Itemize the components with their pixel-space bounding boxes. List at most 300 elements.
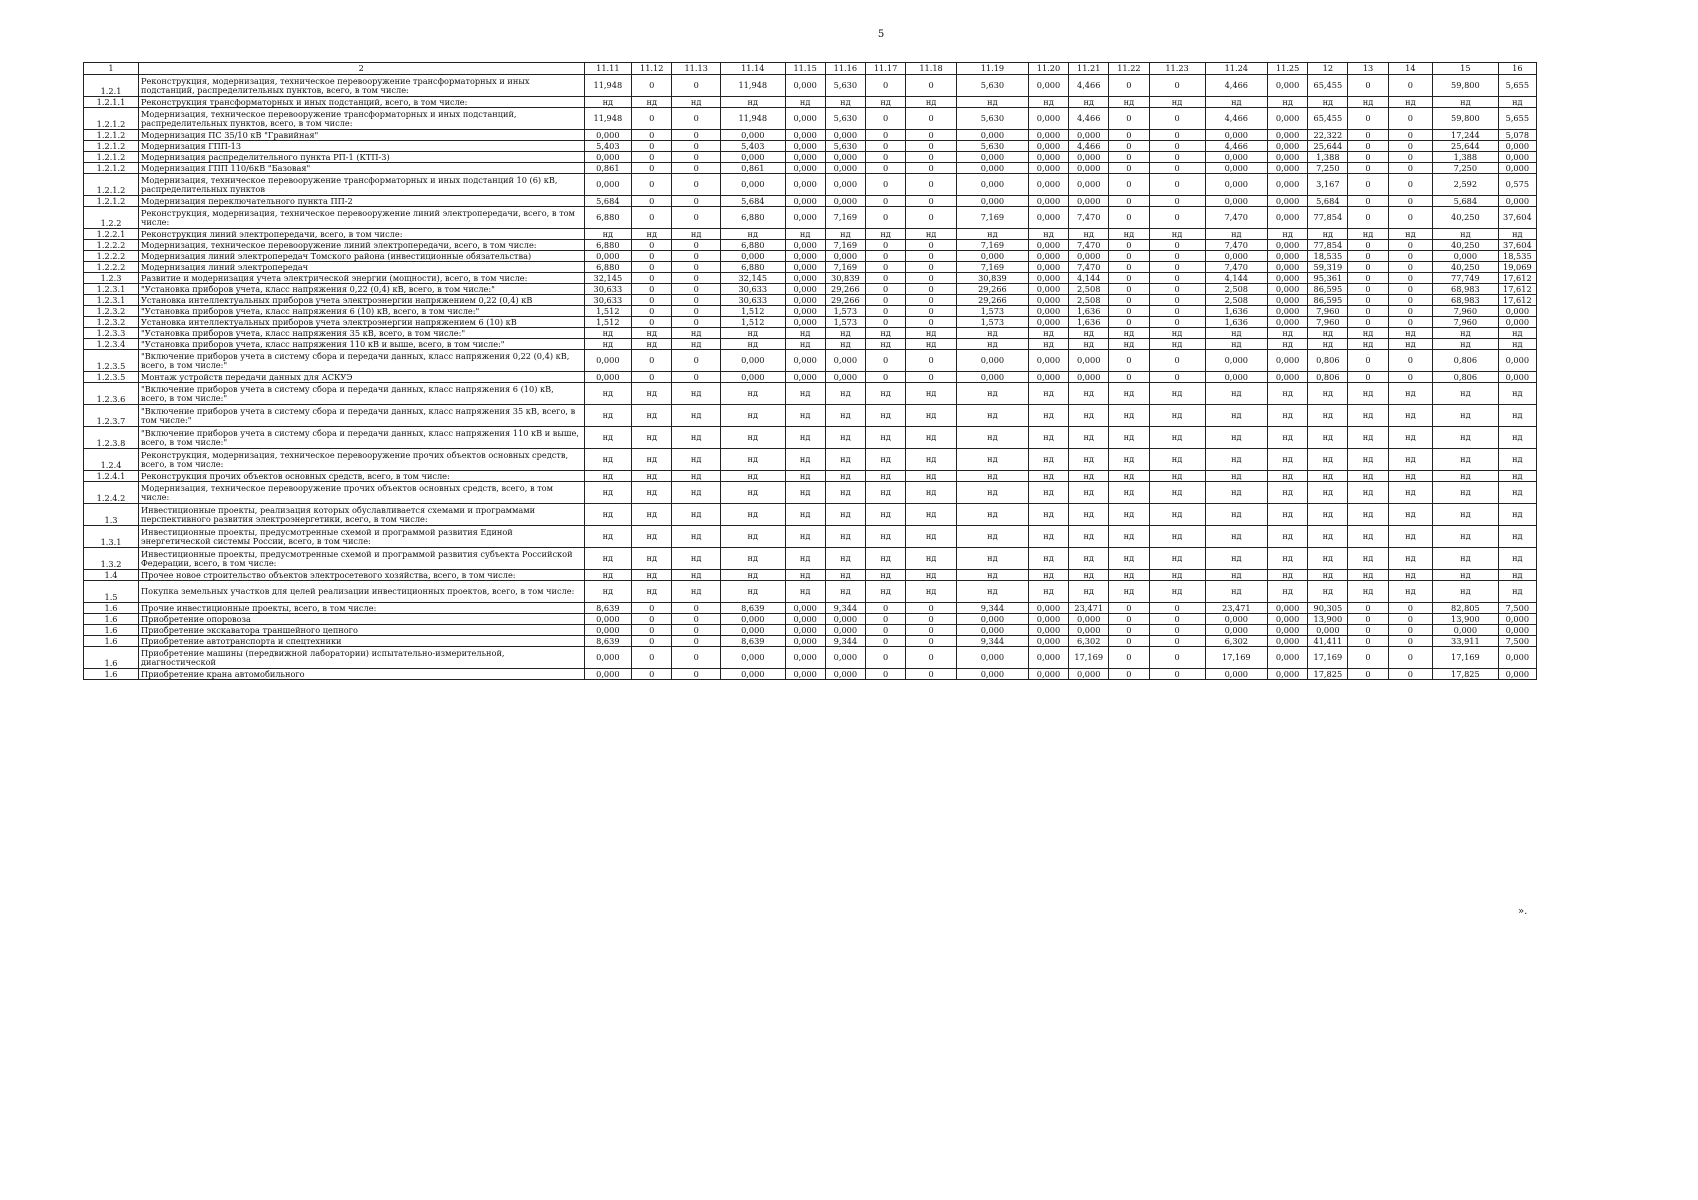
- row-value: 0: [672, 647, 721, 669]
- row-value: 0,000: [1205, 130, 1267, 141]
- row-value: нд: [721, 328, 786, 339]
- row-value: 0,000: [1268, 174, 1308, 196]
- row-value: нд: [906, 328, 957, 339]
- row-code: 1.3.2: [84, 548, 139, 570]
- row-value: 0: [865, 108, 905, 130]
- row-value: 29,266: [956, 295, 1028, 306]
- row-value: 0: [672, 350, 721, 372]
- row-value: нд: [1069, 526, 1109, 548]
- row-value: 6,880: [721, 207, 786, 229]
- row-value: 0: [865, 174, 905, 196]
- table-row: [84, 339, 1537, 350]
- row-value: 0,000: [956, 130, 1028, 141]
- row-value: 0: [672, 240, 721, 251]
- row-value: 0,000: [1268, 306, 1308, 317]
- row-value: 0: [1109, 108, 1149, 130]
- row-value: 17,169: [1308, 647, 1348, 669]
- row-value: 0,000: [721, 647, 786, 669]
- row-value: нд: [1388, 482, 1432, 504]
- row-value: 0: [865, 163, 905, 174]
- row-value: 0,000: [1028, 647, 1068, 669]
- row-value: 30,633: [584, 295, 632, 306]
- row-value: 0: [1388, 163, 1432, 174]
- row-value: нд: [632, 482, 672, 504]
- row-value: 6,880: [721, 262, 786, 273]
- row-value: нд: [956, 548, 1028, 570]
- column-header: 11.24: [1205, 63, 1267, 75]
- row-name: Модернизация переключательного пункта ПП-2: [139, 196, 585, 207]
- row-value: 0: [632, 207, 672, 229]
- table-row: [84, 295, 1537, 306]
- row-value: нд: [1109, 97, 1149, 108]
- row-name: Реконструкция линий электропередачи, всего, в том числе:: [139, 229, 585, 240]
- row-value: 0: [1149, 636, 1205, 647]
- row-value: 29,266: [825, 284, 865, 295]
- row-value: 0: [1388, 207, 1432, 229]
- row-value: нд: [1498, 405, 1536, 427]
- table-row: [84, 548, 1537, 570]
- row-value: 0: [1388, 306, 1432, 317]
- row-value: нд: [1109, 504, 1149, 526]
- row-value: нд: [956, 229, 1028, 240]
- row-value: нд: [1109, 526, 1149, 548]
- row-value: 1,573: [825, 306, 865, 317]
- row-value: 0,000: [956, 372, 1028, 383]
- row-value: 0: [1348, 350, 1388, 372]
- row-value: 0: [1149, 614, 1205, 625]
- row-code: 1.2.2.2: [84, 262, 139, 273]
- row-value: нд: [1109, 427, 1149, 449]
- row-value: нд: [1498, 427, 1536, 449]
- row-value: 0,000: [1268, 163, 1308, 174]
- table-row: [84, 669, 1537, 680]
- row-value: нд: [721, 449, 786, 471]
- row-value: 0,000: [785, 636, 825, 647]
- row-value: 6,880: [584, 262, 632, 273]
- row-value: 5,655: [1498, 75, 1536, 97]
- row-value: нд: [1268, 548, 1308, 570]
- row-value: нд: [1348, 405, 1388, 427]
- row-value: нд: [1149, 471, 1205, 482]
- row-value: 1,512: [584, 317, 632, 328]
- row-value: нд: [672, 471, 721, 482]
- row-value: нд: [1348, 339, 1388, 350]
- row-value: нд: [1028, 229, 1068, 240]
- row-value: 9,344: [956, 603, 1028, 614]
- row-value: нд: [1498, 339, 1536, 350]
- row-value: 0,000: [825, 130, 865, 141]
- row-code: 1.2.1.2: [84, 141, 139, 152]
- row-value: 0: [865, 306, 905, 317]
- row-value: 0,000: [1069, 614, 1109, 625]
- row-value: нд: [1149, 383, 1205, 405]
- row-value: 0: [632, 75, 672, 97]
- row-value: 0,000: [825, 350, 865, 372]
- row-value: 0: [672, 295, 721, 306]
- row-value: нд: [1498, 526, 1536, 548]
- row-value: нд: [956, 471, 1028, 482]
- row-value: нд: [956, 482, 1028, 504]
- row-value: нд: [1149, 504, 1205, 526]
- row-value: 8,639: [721, 636, 786, 647]
- row-name: "Установка приборов учета, класс напряжения 35 кВ, всего, в том числе:": [139, 328, 585, 339]
- row-value: 0,000: [1028, 295, 1068, 306]
- row-value: 0: [672, 372, 721, 383]
- row-value: 0,000: [1205, 163, 1267, 174]
- row-value: 0: [906, 75, 957, 97]
- table-row: [84, 603, 1537, 614]
- row-value: нд: [721, 471, 786, 482]
- row-value: нд: [956, 328, 1028, 339]
- table-row: [84, 317, 1537, 328]
- row-value: 17,612: [1498, 273, 1536, 284]
- row-value: нд: [1205, 526, 1267, 548]
- row-value: 0: [1109, 625, 1149, 636]
- row-value: 0: [906, 240, 957, 251]
- row-value: 2,592: [1433, 174, 1499, 196]
- row-value: нд: [1069, 328, 1109, 339]
- row-value: 0,000: [1028, 240, 1068, 251]
- row-value: 0: [865, 130, 905, 141]
- row-code: 1.6: [84, 669, 139, 680]
- row-value: 0: [1109, 306, 1149, 317]
- row-value: 0,000: [1268, 317, 1308, 328]
- row-value: 0: [865, 669, 905, 680]
- header-row: [84, 63, 1537, 75]
- row-value: 0: [865, 240, 905, 251]
- row-name: Модернизация ГПП-13: [139, 141, 585, 152]
- row-value: 0,000: [956, 152, 1028, 163]
- column-header: 11.23: [1149, 63, 1205, 75]
- row-value: нд: [1308, 526, 1348, 548]
- row-name: Приобретение автотранспорта и спецтехники: [139, 636, 585, 647]
- row-name: "Включение приборов учета в систему сбора и передачи данных, класс напряжения 0,22 (0,4) кВ, всего, в том числе:": [139, 350, 585, 372]
- row-value: 0,000: [1069, 152, 1109, 163]
- row-name: "Установка приборов учета, класс напряжения 110 кВ и выше, всего, в том числе:": [139, 339, 585, 350]
- row-value: 0: [1388, 317, 1432, 328]
- row-value: 7,169: [956, 207, 1028, 229]
- row-value: 0,000: [1498, 372, 1536, 383]
- row-value: 0: [632, 130, 672, 141]
- row-value: 7,250: [1433, 163, 1499, 174]
- row-value: нд: [584, 449, 632, 471]
- row-value: 0,000: [584, 130, 632, 141]
- row-value: 1,636: [1069, 306, 1109, 317]
- row-value: нд: [1109, 471, 1149, 482]
- row-value: 0: [906, 196, 957, 207]
- row-value: нд: [1433, 97, 1499, 108]
- row-code: 1.2.4.1: [84, 471, 139, 482]
- row-value: нд: [1028, 504, 1068, 526]
- row-value: 0: [1388, 295, 1432, 306]
- row-code: 1.5: [84, 581, 139, 603]
- row-value: 0: [865, 317, 905, 328]
- row-value: 0: [632, 240, 672, 251]
- row-value: 0: [1149, 196, 1205, 207]
- row-value: 0: [632, 372, 672, 383]
- row-value: 0,000: [1205, 614, 1267, 625]
- row-value: 0: [906, 295, 957, 306]
- row-value: нд: [1308, 581, 1348, 603]
- row-value: нд: [865, 383, 905, 405]
- row-value: 95,361: [1308, 273, 1348, 284]
- row-value: нд: [785, 570, 825, 581]
- row-value: нд: [1069, 482, 1109, 504]
- row-value: 13,900: [1308, 614, 1348, 625]
- row-value: 0,000: [825, 174, 865, 196]
- row-value: 0: [1109, 240, 1149, 251]
- row-value: нд: [785, 504, 825, 526]
- row-value: 0: [906, 625, 957, 636]
- row-value: нд: [1205, 405, 1267, 427]
- row-value: 0: [632, 152, 672, 163]
- end-mark: ».: [1518, 906, 1528, 917]
- row-value: нд: [1433, 471, 1499, 482]
- row-value: 0: [906, 251, 957, 262]
- row-value: нд: [584, 328, 632, 339]
- row-name: Модернизация, техническое перевооружение трансформаторных и иных подстанций 10 (6) кВ, распределительных пунктов: [139, 174, 585, 196]
- row-value: 40,250: [1433, 262, 1499, 273]
- row-value: нд: [1433, 427, 1499, 449]
- row-value: нд: [1268, 504, 1308, 526]
- row-value: нд: [1028, 471, 1068, 482]
- row-value: нд: [721, 427, 786, 449]
- row-value: нд: [906, 581, 957, 603]
- row-value: 0: [906, 372, 957, 383]
- row-value: нд: [1308, 229, 1348, 240]
- row-name: Инвестиционные проекты, реализация которых обуславливается схемами и программами перспективного развития электроэнергетики, всего, в том числе:: [139, 504, 585, 526]
- row-value: 0,000: [1308, 625, 1348, 636]
- row-value: 4,466: [1069, 108, 1109, 130]
- row-value: 7,960: [1308, 306, 1348, 317]
- row-value: нд: [1498, 570, 1536, 581]
- row-value: 0: [632, 647, 672, 669]
- row-value: нд: [1388, 471, 1432, 482]
- row-value: нд: [1388, 548, 1432, 570]
- row-value: нд: [1028, 482, 1068, 504]
- row-value: нд: [1109, 383, 1149, 405]
- row-value: нд: [1069, 471, 1109, 482]
- row-value: 0: [865, 284, 905, 295]
- row-value: 0: [632, 284, 672, 295]
- row-value: нд: [584, 427, 632, 449]
- row-value: нд: [1028, 427, 1068, 449]
- row-value: нд: [865, 570, 905, 581]
- row-value: 3,167: [1308, 174, 1348, 196]
- row-value: 0,000: [956, 625, 1028, 636]
- row-value: нд: [1388, 405, 1432, 427]
- row-value: 0: [1348, 372, 1388, 383]
- row-value: 0: [906, 284, 957, 295]
- row-value: нд: [632, 548, 672, 570]
- row-value: 0,000: [1069, 669, 1109, 680]
- table-row: [84, 196, 1537, 207]
- row-value: 7,169: [825, 262, 865, 273]
- row-value: нд: [865, 339, 905, 350]
- row-value: 2,508: [1069, 295, 1109, 306]
- row-value: 4,466: [1069, 75, 1109, 97]
- row-value: 0,000: [1268, 669, 1308, 680]
- row-value: 0: [1149, 163, 1205, 174]
- row-name: Модернизация ГПП 110/6кВ "Базовая": [139, 163, 585, 174]
- row-value: 0,000: [1498, 350, 1536, 372]
- row-value: нд: [1498, 328, 1536, 339]
- row-value: нд: [1348, 570, 1388, 581]
- row-value: 0: [1388, 152, 1432, 163]
- row-value: 0,000: [1205, 372, 1267, 383]
- row-value: 77,854: [1308, 207, 1348, 229]
- row-value: нд: [632, 97, 672, 108]
- row-value: нд: [584, 570, 632, 581]
- row-value: нд: [1028, 526, 1068, 548]
- row-value: 0: [1109, 317, 1149, 328]
- row-value: 86,595: [1308, 284, 1348, 295]
- row-value: 7,470: [1069, 207, 1109, 229]
- row-value: нд: [956, 427, 1028, 449]
- row-value: 0,000: [1268, 108, 1308, 130]
- row-value: нд: [825, 383, 865, 405]
- row-value: 9,344: [825, 603, 865, 614]
- row-value: 0,000: [825, 614, 865, 625]
- row-value: нд: [721, 570, 786, 581]
- row-code: 1.2.3.8: [84, 427, 139, 449]
- row-value: 0,000: [1498, 141, 1536, 152]
- row-value: 9,344: [825, 636, 865, 647]
- row-name: Реконструкция трансформаторных и иных подстанций, всего, в том числе:: [139, 97, 585, 108]
- row-value: 0: [1109, 372, 1149, 383]
- row-value: нд: [632, 449, 672, 471]
- row-code: 1.2.3.6: [84, 383, 139, 405]
- row-value: нд: [906, 548, 957, 570]
- row-value: нд: [1433, 526, 1499, 548]
- row-value: нд: [1308, 504, 1348, 526]
- row-value: 0,000: [956, 669, 1028, 680]
- row-value: 0: [906, 152, 957, 163]
- row-value: нд: [1028, 97, 1068, 108]
- row-value: нд: [584, 383, 632, 405]
- row-value: нд: [1433, 328, 1499, 339]
- row-value: нд: [1028, 570, 1068, 581]
- row-value: 0: [1149, 273, 1205, 284]
- row-value: нд: [1498, 471, 1536, 482]
- row-code: 1.2.1: [84, 75, 139, 97]
- row-code: 1.2.2.2: [84, 240, 139, 251]
- row-value: 0,000: [1028, 614, 1068, 625]
- table-row: [84, 306, 1537, 317]
- row-value: 7,470: [1069, 262, 1109, 273]
- row-value: 0: [1388, 636, 1432, 647]
- row-value: 0,000: [1028, 636, 1068, 647]
- table-row: [84, 75, 1537, 97]
- row-value: 0: [1109, 141, 1149, 152]
- column-header: 11.25: [1268, 63, 1308, 75]
- row-code: 1.2.3.2: [84, 306, 139, 317]
- row-value: нд: [865, 328, 905, 339]
- row-value: 0,000: [1028, 75, 1068, 97]
- row-value: 0,000: [1069, 625, 1109, 636]
- row-value: 0,000: [956, 350, 1028, 372]
- row-name: Прочее новое строительство объектов электросетевого хозяйства, всего, в том числе:: [139, 570, 585, 581]
- row-value: 0: [1348, 251, 1388, 262]
- row-value: нд: [672, 449, 721, 471]
- row-value: 6,880: [584, 207, 632, 229]
- row-name: Инвестиционные проекты, предусмотренные схемой и программой развития Единой энергетической системы России, всего, в том числе:: [139, 526, 585, 548]
- row-value: 7,169: [825, 240, 865, 251]
- row-value: нд: [1388, 427, 1432, 449]
- row-value: нд: [1149, 526, 1205, 548]
- table-row: [84, 581, 1537, 603]
- row-value: нд: [785, 581, 825, 603]
- row-value: 0,000: [825, 372, 865, 383]
- row-value: нд: [1433, 383, 1499, 405]
- row-value: 0,000: [1028, 152, 1068, 163]
- row-code: 1.2.2.1: [84, 229, 139, 240]
- row-value: 0: [632, 262, 672, 273]
- row-value: 2,508: [1205, 295, 1267, 306]
- row-value: 0: [1109, 152, 1149, 163]
- row-value: 0: [1149, 625, 1205, 636]
- row-value: 0: [1348, 647, 1388, 669]
- table-row: [84, 207, 1537, 229]
- row-value: 0,000: [1268, 350, 1308, 372]
- row-value: 0,000: [785, 130, 825, 141]
- row-value: нд: [721, 229, 786, 240]
- row-value: 0: [672, 262, 721, 273]
- row-value: нд: [785, 383, 825, 405]
- row-value: нд: [956, 449, 1028, 471]
- row-value: 0,000: [1205, 196, 1267, 207]
- row-value: 0: [672, 669, 721, 680]
- row-value: 7,960: [1433, 317, 1499, 328]
- row-value: нд: [1149, 482, 1205, 504]
- table-row: [84, 427, 1537, 449]
- row-value: нд: [1109, 229, 1149, 240]
- row-value: 13,900: [1433, 614, 1499, 625]
- row-value: 0,000: [825, 669, 865, 680]
- row-value: нд: [672, 383, 721, 405]
- row-value: 0,000: [1433, 251, 1499, 262]
- row-value: нд: [1205, 328, 1267, 339]
- table-row: [84, 383, 1537, 405]
- row-value: 0: [672, 636, 721, 647]
- row-value: нд: [1388, 581, 1432, 603]
- row-value: 7,500: [1498, 636, 1536, 647]
- row-value: 32,145: [721, 273, 786, 284]
- row-value: 0: [1388, 196, 1432, 207]
- row-value: 0: [1348, 636, 1388, 647]
- row-value: 0: [906, 141, 957, 152]
- row-value: 0: [906, 273, 957, 284]
- row-value: нд: [1498, 383, 1536, 405]
- row-value: 0,000: [785, 625, 825, 636]
- row-value: 7,470: [1205, 240, 1267, 251]
- row-value: 0,000: [785, 251, 825, 262]
- row-value: нд: [672, 526, 721, 548]
- row-value: нд: [1348, 97, 1388, 108]
- row-value: нд: [721, 97, 786, 108]
- row-value: нд: [1388, 383, 1432, 405]
- row-value: 0: [672, 284, 721, 295]
- row-value: 0: [865, 75, 905, 97]
- table-row: [84, 262, 1537, 273]
- row-value: 1,636: [1205, 317, 1267, 328]
- row-value: 0,000: [785, 295, 825, 306]
- row-value: 0,000: [1069, 174, 1109, 196]
- row-value: 0,000: [1268, 141, 1308, 152]
- row-value: нд: [1308, 97, 1348, 108]
- row-value: 0: [1348, 284, 1388, 295]
- row-value: 0: [632, 141, 672, 152]
